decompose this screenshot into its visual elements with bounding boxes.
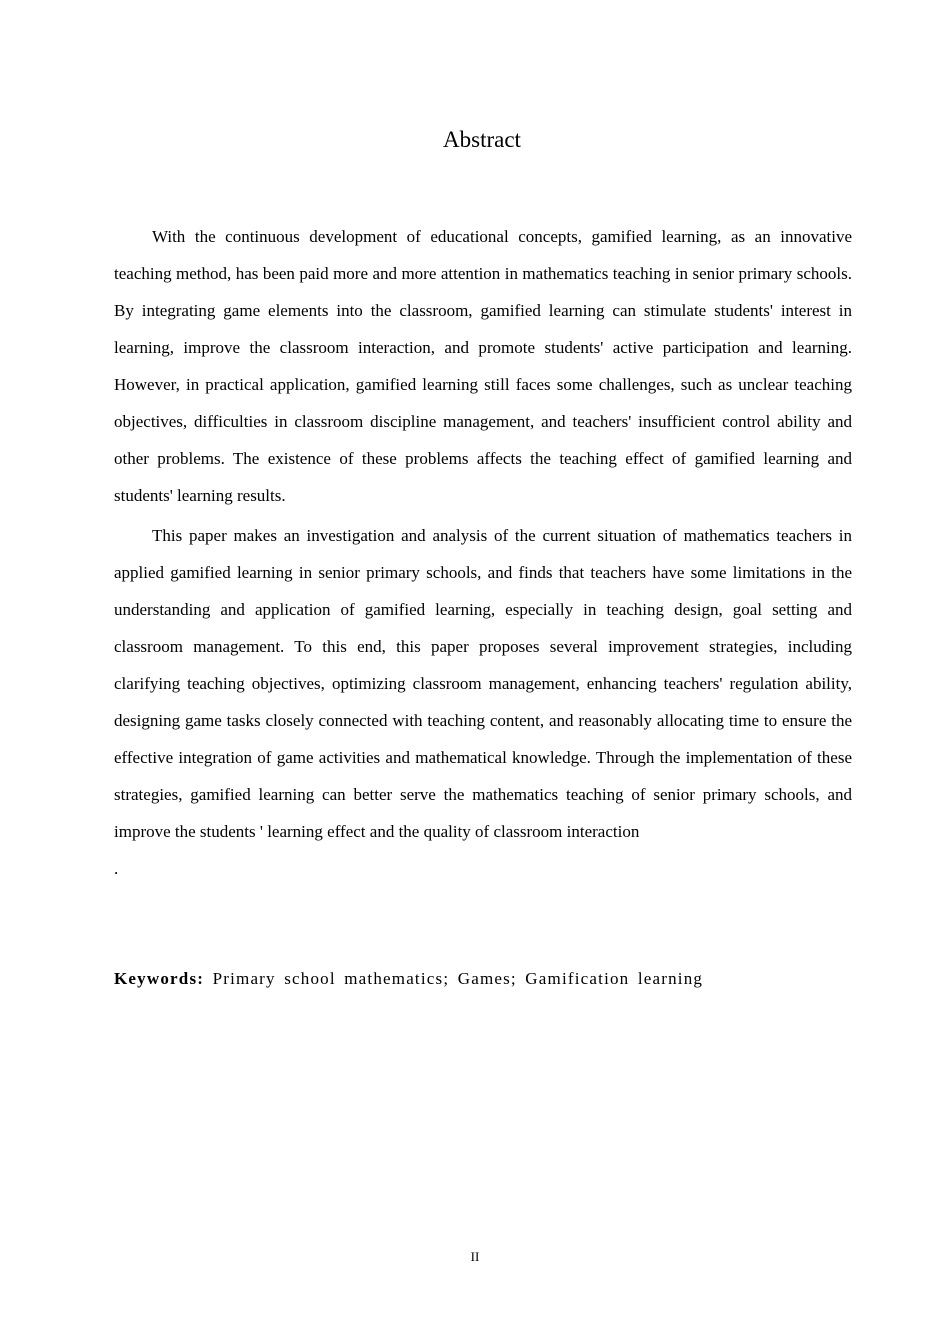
keywords-text: Primary school mathematics; Games; Gamification learning xyxy=(212,969,704,988)
keywords-line xyxy=(114,969,852,989)
keywords-label: Keywords: xyxy=(114,969,205,988)
page-number: II xyxy=(470,1249,480,1264)
abstract-body xyxy=(114,218,852,887)
abstract-title: Abstract xyxy=(443,127,521,152)
abstract-paragraph-2: This paper makes an investigation and analysis of the current situation of mathematics teachers in applied gamified learning in senior primary schools, and finds that teachers have some limitations in the understanding and application of gamified learning, especially in teaching design, goal setting and classroom management. To this end, this paper proposes several improvement strategies, including clarifying teaching objectives, optimizing classroom management, enhancing teachers' regulation ability, designing game tasks closely connected with teaching content, and reasonably allocating time to ensure the effective integration of game activities and mathematical knowledge. Through the implementation of these strategies, gamified learning can better serve the mathematics teaching of senior primary schools, and improve the students ' learning effect and the quality of classroom interaction xyxy=(114,526,852,841)
paragraph-trailing-period: . xyxy=(114,859,119,878)
abstract-paragraph-1: With the continuous development of educational concepts, gamified learning, as an innovative teaching method, has been paid more and more attention in mathematics teaching in senior primary schools. By integrating game elements into the classroom, gamified learning can stimulate students' interest in learning, improve the classroom interaction, and promote students' active participation and learning. However, in practical application, gamified learning still faces some challenges, such as unclear teaching objectives, difficulties in classroom discipline management, and teachers' insufficient control ability and other problems. The existence of these problems affects the teaching effect of gamified learning and students' learning results. xyxy=(114,227,852,505)
